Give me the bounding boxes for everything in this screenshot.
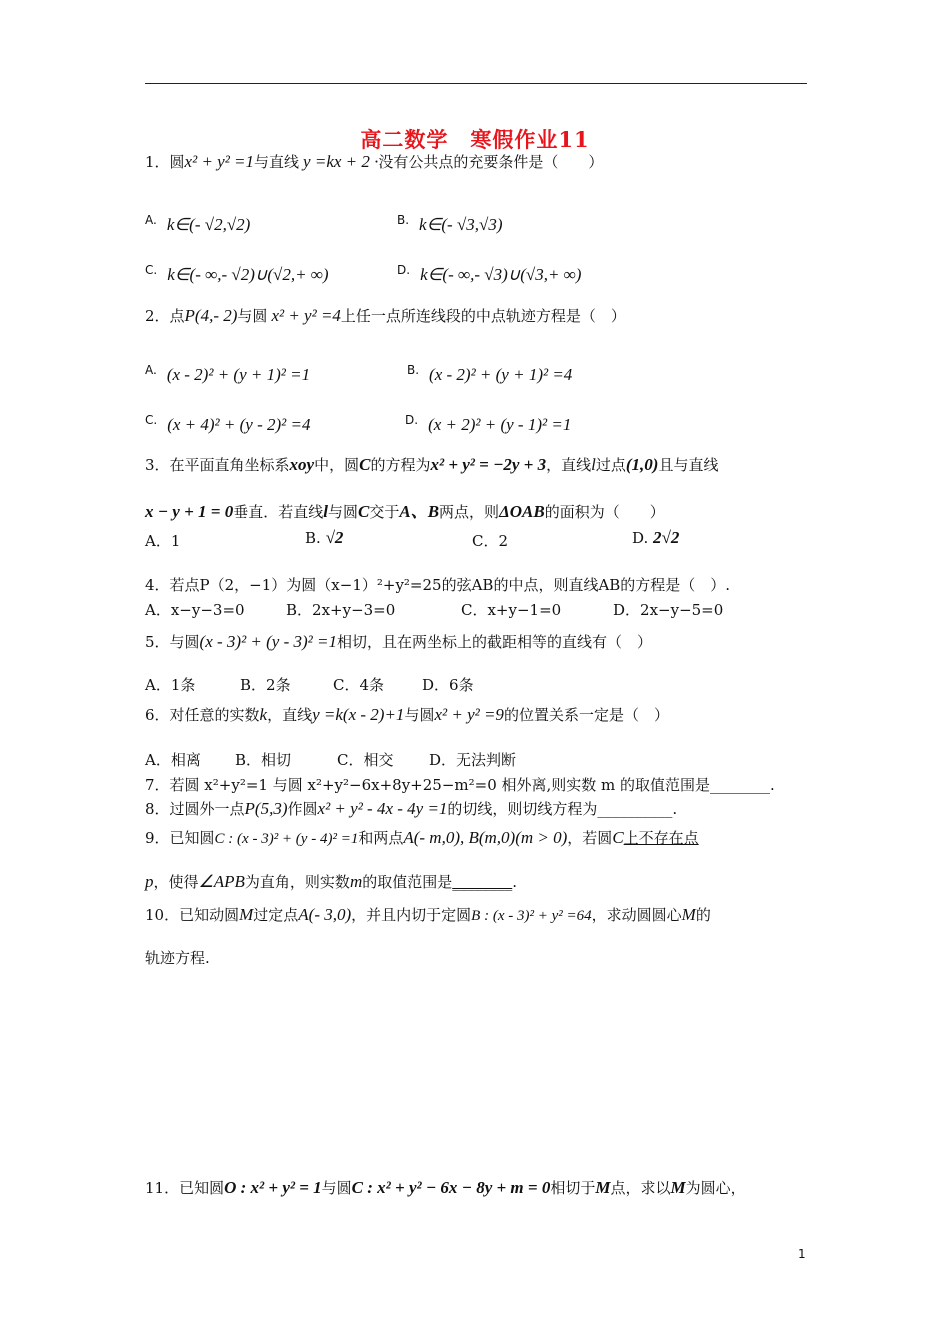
q6-option-b: B．相切 [235,751,292,769]
question-10-line-2: 轨迹方程. [145,949,210,967]
q1-option-d: $^{D.}$ k∈(- ∞,- √3)∪(√3,+ ∞) [397,263,582,284]
q3-option-d: D. 2√2 [632,528,680,547]
question-8: 8．过圆外一点P(5,3)作圆x² + y² - 4x - 4y =1的切线，则切线方程为__________. [145,799,678,818]
q1-option-a: $^{A.}$ k∈(- √2,√2) [145,213,251,234]
q6-option-a: A．相离 [145,751,201,769]
q1-math-circle: x² + y² =1 [184,152,255,171]
q6-circle: x² + y² =9 [434,705,504,724]
question-7: 7．若圆 x²+y²=1 与圆 x²+y²−6x+8y+25−m²=0 相外离,则实数 m 的取值范围是________. [145,776,775,794]
q4-option-c: C．x+y−1=0 [461,601,562,619]
q3-option-c: C．2 [472,532,509,550]
question-6: 6．对任意的实数k，直线y =k(x - 2)+1与圆x² + y² =9的位置关系一定是（ ） [145,705,669,724]
q6-line: y =k(x - 2)+1 [312,705,405,724]
q4-option-b: B．2x+y−3=0 [286,601,396,619]
q3-option-a: A．1 [145,532,181,550]
question-1 [145,152,603,172]
q6-option-c: C．相交 [337,751,394,769]
q2-option-c: $^{C.}$ (x + 4)² + (y - 2)² =4 [145,413,311,434]
q1-math-line: y =kx + 2 · [303,152,379,171]
q2-point: P(4,- 2) [184,306,238,325]
q9-answer-blank: ________ [452,873,513,891]
q6-option-d: D．无法判断 [429,751,517,769]
question-2: 2．点P(4,- 2)与圆 x² + y² =4上任一点所连线段的中点轨迹方程是（ ） [145,306,626,325]
q1-option-c: $^{C.}$ k∈(- ∞,- √2)∪(√2,+ ∞) [145,263,329,284]
q2-circle: x² + y² =4 [271,306,341,325]
question-4: 4．若点P（2，−1）为圆（x−1）²+y²=25的弦AB的中点，则直线AB的方程是（ ）. [145,576,731,594]
q1-stem-post: 没有公共点的充要条件是（ ） [378,153,604,171]
question-3-line-2: x − y + 1 = 0垂直．若直线l与圆C交于A、B两点，则ΔOAB的面积为（ ） [145,502,665,521]
q1-option-b: $^{B.}$ k∈(- √3,√3) [397,213,503,234]
q5-option-c: C．4条 [333,676,385,694]
question-3-line-1: 3．在平面直角坐标系xoy中，圆C的方程为x² + y² = −2y + 3，直线l过点(1,0)且与直线 [145,455,719,474]
question-9-line-2: p，使得∠APB为直角，则实数m的取值范围是________. [145,872,518,891]
q3-option-b: B. √2 [305,528,344,547]
q2-option-b: $^{B.}$ (x - 2)² + (y + 1)² =4 [407,363,573,384]
question-5: 5．与圆(x - 3)² + (y - 3)² =1相切，且在两坐标上的截距相等的直线有（ ） [145,632,653,651]
q1-mid: 与直线 [254,153,300,171]
q5-option-b: B．2条 [240,676,291,694]
header-rule [145,83,807,84]
question-9-line-1: 9．已知圆C : (x - 3)² + (y - 4)² =1和两点A(- m,0), B(m,0)(m > 0)，若圆C上不存在点 [145,828,699,847]
q5-circle: (x - 3)² + (y - 3)² =1 [199,632,337,651]
q2-option-d: $^{D.}$ (x + 2)² + (y - 1)² =1 [405,413,572,434]
page-number: 1 [798,1247,806,1261]
q2-option-a: $^{A.}$ (x - 2)² + (y + 1)² =1 [145,363,311,384]
q4-option-a: A．x−y−3=0 [145,601,245,619]
question-11: 11．已知圆O : x² + y² = 1与圆C : x² + y² − 6x − 8y + m = 0相切于M点，求以M为圆心， [145,1178,746,1197]
q1-stem-pre: 1．圆 [145,153,185,171]
q5-option-d: D．6条 [422,676,474,694]
page-title: 高二数学 寒假作业11 [360,127,590,152]
q4-option-d: D．2x−y−5=0 [613,601,724,619]
question-10-line-1: 10．已知动圆M过定点A(- 3,0)，并且内切于定圆B : (x - 3)² + y² =64，求动圆圆心M的 [145,905,711,924]
q5-option-a: A．1条 [145,676,196,694]
